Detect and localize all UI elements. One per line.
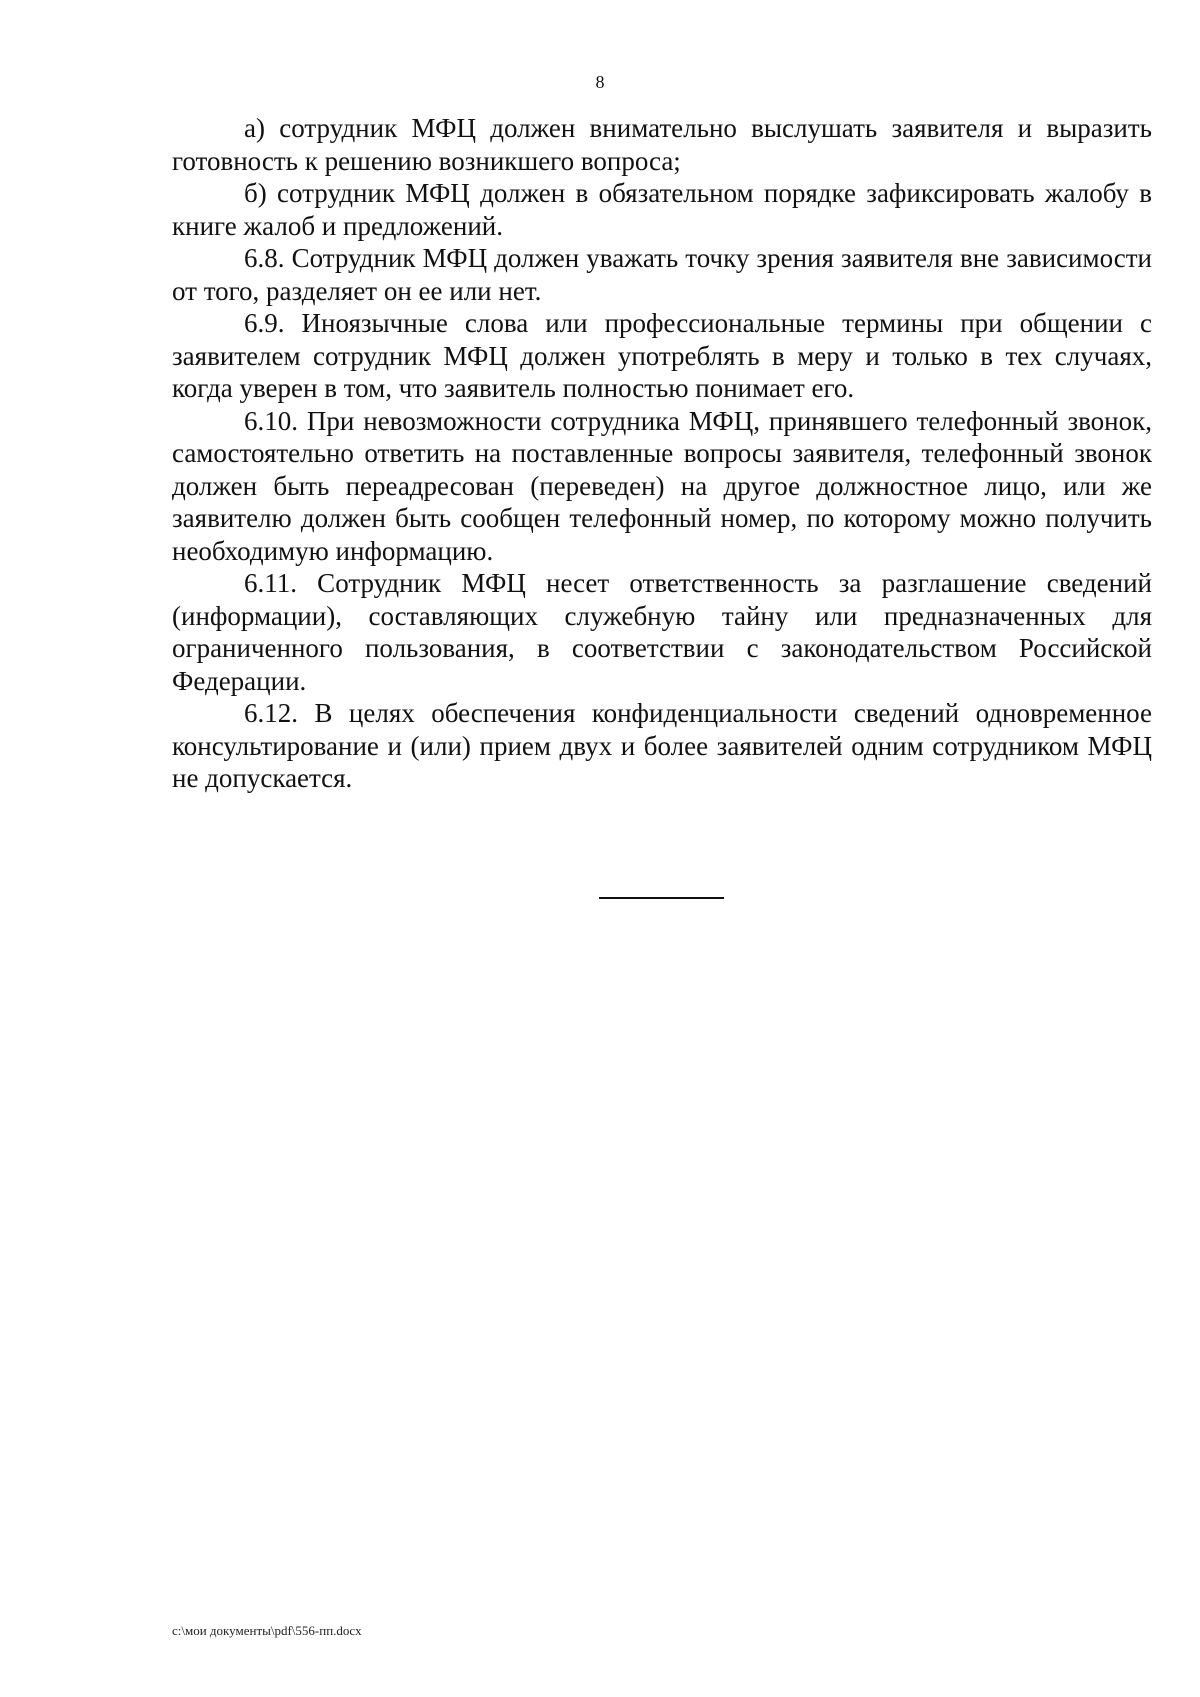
document-body (172, 112, 1152, 795)
end-divider (599, 897, 724, 899)
paragraph-6-8: 6.8. Сотрудник МФЦ должен уважать точку зрения заявителя вне зависимости от того, разделяет он ее или нет. (172, 243, 1152, 306)
paragraph-6-12: 6.12. В целях обеспечения конфиденциальности сведений одновременное консультирование и (или) прием двух и более заявителей одним сотрудником МФЦ не допускается. (172, 698, 1152, 793)
paragraph-6-10: 6.10. При невозможности сотрудника МФЦ, принявшего телефонный звонок, самостоятельно ответить на поставленные вопросы заявителя, телефонный звонок должен быть переадресован (переведен) на другое должностное лицо, или же заявителю должен быть сообщен телефонный номер, по которому можно получить необходимую информацию. (172, 405, 1152, 566)
page-number: 8 (595, 72, 605, 92)
paragraph-6-9: 6.9. Иноязычные слова или профессиональные термины при общении с заявителем сотрудник МФЦ должен употреблять в меру и только в тех случаях, когда уверен в том, что заявитель полностью понимает его. (172, 308, 1152, 403)
paragraph-b: б) сотрудник МФЦ должен в обязательном порядке зафиксировать жалобу в книге жалоб и предложений. (172, 178, 1152, 241)
paragraph-a: а) сотрудник МФЦ должен внимательно выслушать заявителя и выразить готовность к решению возникшего вопроса; (172, 113, 1152, 176)
paragraph-6-11: 6.11. Сотрудник МФЦ несет ответственность за разглашение сведений (информации), составляющих служебную тайну или предназначенных для ограниченного пользования, в соответствии с законодательством Российской Федерации. (172, 568, 1152, 696)
footer-file-path: с:\мои документы\pdf\556-пп.docx (172, 1623, 362, 1638)
